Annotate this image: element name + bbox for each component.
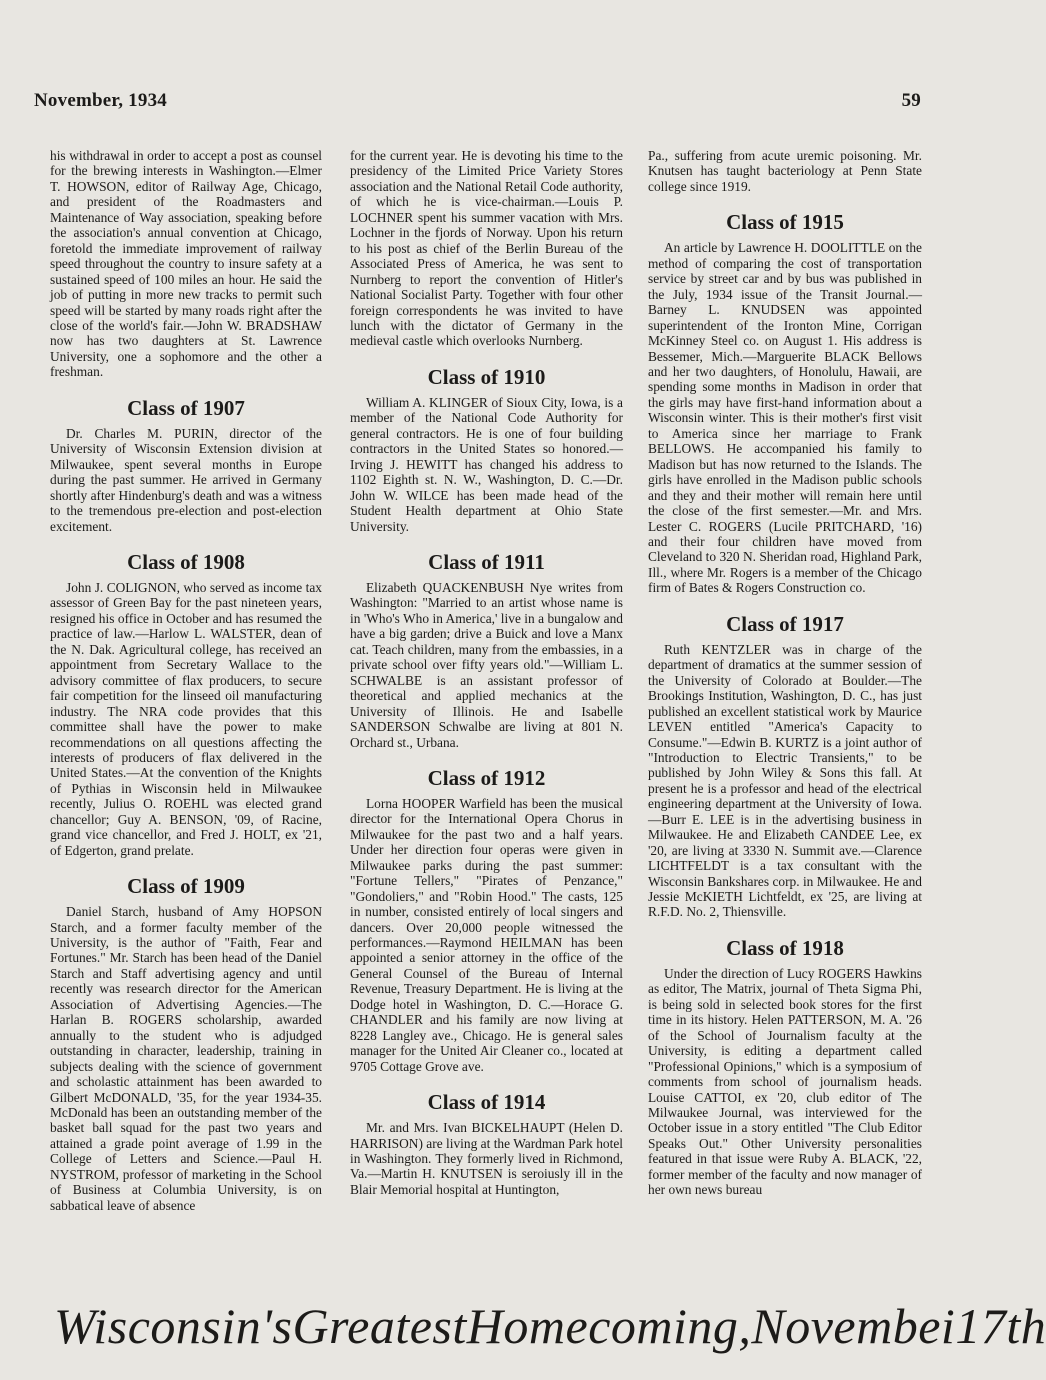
banner-word: Homecoming, — [466, 1298, 752, 1354]
news-paragraph: John J. COLIGNON, who served as income tax assessor of Green Bay for the past nineteen years, resigned his office in October and has resumed the practice of law.—Harlow L. WALSTER, dean of the N. Dak. Agricultural college, has received an appointment from Secretary Wallace to the advisory committee of flax producers, to secure fair competition for the linseed oil manufacturing industry. The NRA code provides that this committee shall have the power to make recommendations on all questions affecting the interests of producers of flax delivered in the United States.—At the convention of the Knights of Pythias in Wisconsin held in Milwaukee recently, Julius O. ROEHL was elected grand chancellor; Guy A. BENSON, '09, of Racine, grand vice chancellor, and Fred J. HOLT, ex '21, of Edgerton, grand prelate. — [50, 579, 322, 858]
news-paragraph: for the current year. He is devoting his time to the presidency of the Limited Price Variety Stores association and the National Retail Code authority, of which he is vice-chairman.—Louis P. LOCHNER spent his summer vacation with Mrs. Lochner in the fjords of Norway. Upon his return to his post as chief of the Berlin Bureau of the Associated Press of America, he was sent to Nurnberg to report the convention of Hitler's National Socialist Party. Together with four other foreign correspondents he was invited to have lunch with the dictator of Germany in the medieval castle which overlooks Nurnberg. — [350, 148, 623, 349]
running-head — [34, 90, 921, 112]
column-3 — [648, 148, 922, 1288]
class-heading: Class of 1908 — [127, 549, 245, 574]
banner-word: Novembei — [751, 1298, 956, 1354]
class-heading: Class of 1909 — [127, 874, 245, 899]
class-heading: Class of 1907 — [127, 395, 245, 420]
class-heading: Class of 1915 — [726, 210, 844, 235]
class-heading: Class of 1911 — [428, 549, 545, 574]
class-heading: Class of 1910 — [427, 364, 546, 389]
homecoming-banner — [54, 1296, 1046, 1356]
news-paragraph: Lorna HOOPER Warfield has been the musical director for the International Opera Chorus in Milwaukee for the past two and a half years. Under her direction four operas were given in Milwaukee parks during the past summer: "Fortune Tellers," "Pirates of Penzance," "Gondoliers," and "Robin Hood." The casts, 125 in number, consisted entirely of local singers and dancers. Over 20,000 people witnessed the performances.—Raymond HEILMAN has been appointed a senior attorney in the office of the General Counsel of the Bureau of Internal Revenue, Treasury Department. He is living at the Dodge hotel in Washington, D. C.—Horace G. CHANDLER and his family are now living at 8228 Langley ave., Chicago. He is general sales manager for the United Air Cleaner co., located at 9705 Cottage Grove ave. — [350, 795, 623, 1074]
news-paragraph: Under the direction of Lucy ROGERS Hawkins as editor, The Matrix, journal of Theta Sigma Phi, is being sold in selected book stores for the first time in its history. Helen PATTERSON, M. A. '26 of the School of Journalism faculty at the University, is editing a department called "Professional Opinions," which is a symposium of comments from school of journalism heads. Louise CATTOI, ex '20, club editor of The Milwaukee Journal, was interviewed for the October issue in a story entitled "The Club Editor Speaks Out." Other University personalities featured in that issue were Ruby A. BLACK, '22, former member of the faculty and now manager of her own news bureau — [648, 965, 922, 1198]
news-paragraph: Elizabeth QUACKENBUSH Nye writes from Washington: "Married to an artist whose name is in 'Who's Who in America,' live in a bungalow and have a big garden; drive a Buick and love a Manx cat. Teach children, many from the embassies, in a private school over fifty years old."—William L. SCHWALBE is an assistant professor of theoretical and applied mechanics at the University of Illinois. He and Isabelle SANDERSON Schwalbe are living at 801 N. Orchard st., Urbana. — [350, 579, 623, 750]
issue-date: November, 1934 — [34, 90, 167, 111]
banner-word: Greatest — [292, 1298, 467, 1354]
banner-word: 17th — [955, 1298, 1046, 1354]
banner-word: Wisconsin's — [54, 1298, 293, 1354]
news-paragraph: Dr. Charles M. PURIN, director of the University of Wisconsin Extension division at Milwaukee, spent several months in Europe during the past summer. He arrived in Germany shortly after Hindenburg's death and was a witness to the tremendous pre-election and post-election excitement. — [50, 425, 322, 534]
page-number: 59 — [901, 90, 921, 111]
news-paragraph: Mr. and Mrs. Ivan BICKELHAUPT (Helen D. HARRISON) are living at the Wardman Park hotel in Washington. They formerly lived in Richmond, Va.—Martin H. KNUTSEN is seroiusly ill in the Blair Memorial hospital at Huntington, — [350, 1120, 623, 1197]
column-2 — [350, 148, 623, 1288]
news-paragraph: An article by Lawrence H. DOOLITTLE on the method of comparing the cost of transportation service by street car and by bus was published in the July, 1934 issue of the Transit Journal.—Barney L. KNUDSEN was appointed superintendent of the Ironton Mine, Corrigan McKinney Steel co. on August 1. His address is Bessemer, Mich.—Marguerite BLACK Bellows and her two daughters, of Honolulu, Hawaii, are spending some months in Madison in order that the girls may have first-hand information about a Wisconsin winter. This is their mother's first visit to America since her marriage to Frank BELLOWS. He accompanied his family to Madison but has now returned to the Islands. The girls have enrolled in the Madison public schools and they and their mother will remain here until the close of the first semester.—Mr. and Mrs. Lester C. ROGERS (Lucile PRITCHARD, '16) and their four children have moved from Cleveland to 320 N. Sheridan road, Highland Park, Ill., where Mr. Rogers is a member of the Chicago firm of Bates & Rogers Construction co. — [648, 240, 922, 596]
news-paragraph: Daniel Starch, husband of Amy HOPSON Starch, and a former faculty member of the University, is the author of "Faith, Fear and Fortunes." Mr. Starch has been head of the Daniel Starch and Staff advertising agency and until recently was research director for the American Association of Advertising Agencies.—The Harlan B. ROGERS scholarship, awarded annually to the student who is adjudged outstanding in character, leadership, training in subjects dealing with the science of government and scholastic attainment has been awarded to Gilbert McDONALD, '35, for the year 1934-35. McDonald has been an outstanding member of the basket ball squad for the past two years and attained a grade point average of 1.99 in the College of Letters and Science.—Paul H. NYSTROM, professor of marketing in the School of Business at Columbia University, is on sabbatical leave of absence — [50, 904, 322, 1213]
news-paragraph: Ruth KENTZLER was in charge of the department of dramatics at the summer session of the University of Colorado at Boulder.—The Brookings Institution, Washington, D. C., has just published an excellent statistical work by Maurice LEVEN entitled "America's Capacity to Consume."—Edwin B. KURTZ is a joint author of "Introduction to Electric Transients," to be published by John Wiley & Sons this fall. At present he is a professor and head of the electrical engineering department at the University of Iowa.—Burr E. LEE is in the advertising business in Milwaukee. He and Elizabeth CANDEE Lee, ex '20, are living at 3330 N. Summit ave.—Clarence LICHTFELDT is a tax consultant with the Wisconsin Bankshares corp. in Milwaukee. He and Jessie McKIETH Lichtfeldt, ex '25, are living at R.F.D. No. 2, Thiensville. — [648, 641, 922, 920]
class-heading: Class of 1917 — [726, 611, 844, 636]
column-1 — [50, 148, 322, 1288]
news-paragraph: William A. KLINGER of Sioux City, Iowa, is a member of the National Code Authority for general contractors. He is one of four building contractors in the United States so honored.—Irving J. HEWITT has changed his address to 1102 Eighth st. N. W., Washington, D. C.—Dr. John W. WILCE has been made head of the Student Health department at Ohio State University. — [350, 394, 623, 534]
class-heading: Class of 1918 — [726, 935, 844, 960]
class-heading: Class of 1912 — [427, 765, 546, 790]
news-paragraph: his withdrawal in order to accept a post as counsel for the brewing interests in Washington.—Elmer T. HOWSON, editor of Railway Age, Chicago, and president of the Roadmasters and Maintenance of Way association, speaking before the association's annual convention at Chicago, foretold the immediate improvement of railway speed throughout the country to insure safety at a sustained speed of 100 miles an hour. He said the job of putting in more new tracks to permit such speed will be started by many roads right after the close of the world's fair.—John W. BRADSHAW now has two daughters at St. Lawrence University, one a sophomore and the other a freshman. — [50, 148, 322, 380]
class-heading: Class of 1914 — [427, 1090, 546, 1115]
news-paragraph: Pa., suffering from acute uremic poisoning. Mr. Knutsen has taught bacteriology at Penn State college since 1919. — [648, 148, 922, 194]
